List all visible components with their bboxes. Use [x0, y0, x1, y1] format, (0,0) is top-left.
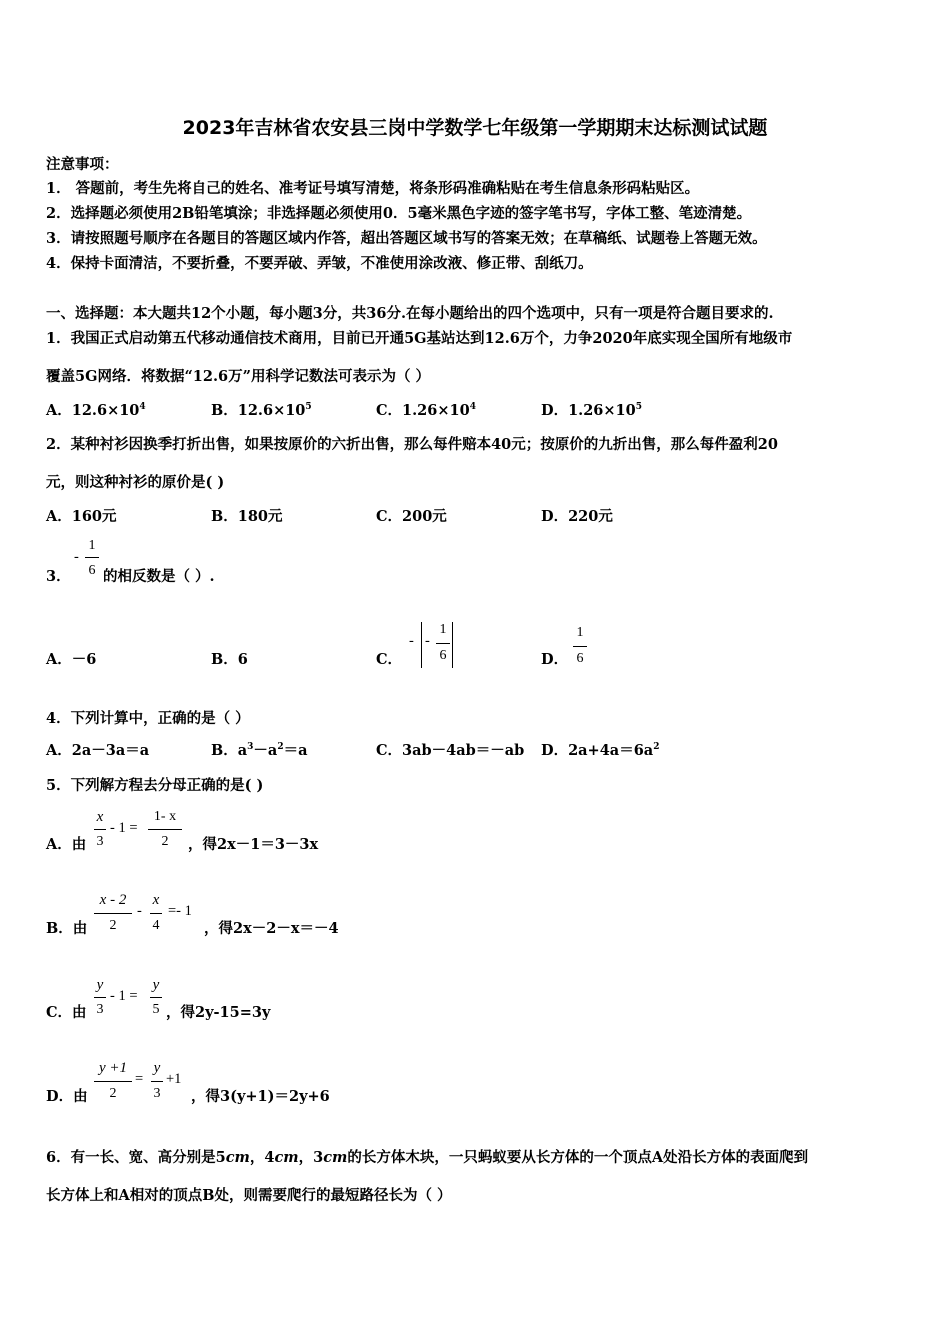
q5-b-op: -	[137, 903, 142, 919]
q1-option-c: C．$1.26\times 10^4$	[376, 402, 476, 419]
q1-option-b: B．$12.6\times 10^5$	[211, 402, 312, 419]
q3-d-denominator: 6	[576, 651, 584, 666]
q3-fraction-bar	[85, 557, 99, 558]
q5-d-result: ，得3(y+1)＝2y+6	[191, 1088, 330, 1105]
q5-c-result: ，得2y-15=3y	[166, 1004, 271, 1021]
q5-d-den1: 2	[109, 1086, 117, 1101]
q3-option-d: D．	[541, 651, 569, 668]
section-heading: 一、选择题：本大题共12个小题，每小题3分，共36分.在每小题给出的四个选项中，只有一项是符合题目要求的.	[46, 305, 774, 322]
q3-c-numerator: 1	[439, 622, 447, 637]
q5-a-result: ，得2x－1＝3－3x	[188, 836, 319, 853]
q5-c-bar1	[94, 997, 106, 998]
q3-c-denominator: 6	[439, 648, 447, 663]
notice-item: 3．请按照题号顺序在各题目的答题区域内作答，超出答题区域书写的答案无效；在草稿纸、试题卷上答题无效。	[46, 230, 767, 247]
q4-option-d: D．$2a+4a=6a^2$	[541, 742, 660, 759]
q5-a-num1: x	[96, 809, 104, 825]
q6-stem-2: 长方体上和A相对的顶点B处，则需要爬行的最短路径长为（ ）	[46, 1187, 452, 1204]
q5-b-den1: 2	[109, 918, 117, 933]
q3-c-minus: -	[409, 633, 414, 649]
q5-b-den2: 4	[152, 918, 160, 933]
q3-option-a: A．－6	[46, 651, 97, 668]
q5-a-den2: 2	[161, 834, 169, 849]
notice-header: 注意事项：	[46, 156, 119, 173]
abs-bar-right	[452, 622, 453, 668]
q3-denominator: 6	[88, 563, 96, 578]
q5-d-den2: 3	[153, 1086, 161, 1101]
abs-bar-left	[421, 622, 422, 668]
q2-stem: 2．某种衬衫因换季打折出售，如果按原价的六折出售，那么每件赔本40元；按原价的九折出售，那么每件盈利20	[46, 436, 778, 453]
q5-d-num1: y +1	[98, 1060, 128, 1076]
q1-option-d: D．$1.26\times 10^5$	[541, 402, 642, 419]
q1-stem: 1．我国正式启动第五代移动通信技术商用，目前已开通5G基站达到12.6万个，力争2020年底实现全国所有地级市	[46, 330, 793, 347]
q5-b-rhs: =- 1	[168, 903, 192, 919]
q5-option-d-label: D．由	[46, 1088, 88, 1105]
q5-b-bar1	[94, 913, 132, 914]
q3-number: 3．	[46, 568, 71, 585]
q5-b-num1: x - 2	[99, 892, 127, 908]
q5-d-plus: +1	[166, 1071, 182, 1087]
q5-c-mid: - 1 =	[110, 988, 138, 1004]
notice-item: 2．选择题必须使用2B铅笔填涂；非选择题必须使用0．5毫米黑色字迹的签字笔书写，字体工整、笔迹清楚。	[46, 205, 752, 222]
q3-c-fraction-bar	[436, 643, 450, 644]
q5-option-c-label: C．由	[46, 1004, 87, 1021]
q5-a-num2: 1- x	[153, 809, 177, 824]
q5-stem: 5．下列解方程去分母正确的是( )	[46, 777, 264, 794]
q5-c-bar2	[150, 997, 162, 998]
q5-a-mid: - 1 =	[110, 820, 138, 836]
q3-option-b: B．6	[211, 651, 248, 668]
q2-option-d: D．220元	[541, 508, 613, 525]
q5-a-den1: 3	[96, 834, 104, 849]
q5-d-bar2	[151, 1081, 163, 1082]
notice-item: 1． 答题前，考生先将自己的姓名、准考证号填写清楚，将条形码准确粘贴在考生信息条形码粘贴区。	[46, 180, 700, 197]
q3-minus-sign: -	[74, 549, 79, 565]
q5-d-bar1	[94, 1081, 132, 1082]
q5-option-b-label: B．由	[46, 920, 88, 937]
q1-stem-2: 覆盖5G网络．将数据“12.6万”用科学记数法可表示为（ ）	[46, 368, 431, 385]
q3-option-c: C．	[376, 651, 403, 668]
q4-option-c: C．3ab－4ab＝－ab	[376, 742, 525, 759]
q5-b-bar2	[150, 913, 162, 914]
q5-b-result: ，得2x－2－x＝－4	[204, 920, 339, 937]
q4-stem: 4．下列计算中，正确的是（ ）	[46, 710, 250, 727]
q5-c-num2: y	[152, 977, 160, 993]
q3-d-numerator: 1	[576, 625, 584, 640]
q5-c-den2: 5	[152, 1002, 160, 1017]
notice-item: 4．保持卡面清洁，不要折叠，不要弄破、弄皱，不准使用涂改液、修正带、刮纸刀。	[46, 255, 593, 272]
q5-c-den1: 3	[96, 1002, 104, 1017]
q5-c-num1: y	[96, 977, 104, 993]
q3-stem-text: 的相反数是（ ）.	[103, 568, 215, 585]
q3-d-fraction-bar	[573, 646, 587, 647]
q2-option-b: B．180元	[211, 508, 283, 525]
q5-option-a-label: A．由	[46, 836, 87, 853]
q5-d-eq: =	[135, 1071, 144, 1087]
q2-stem-2: 元，则这种衬衫的原价是( )	[46, 474, 225, 491]
q5-b-num2: x	[152, 892, 160, 908]
q3-c-inner-minus: -	[425, 633, 430, 649]
q5-d-num2: y	[153, 1060, 161, 1076]
q1-option-a: A．$12.6\times 10^4$	[46, 402, 146, 419]
q3-numerator: 1	[88, 538, 96, 553]
q4-option-b: B．$a^3-a^2=a$	[211, 742, 308, 759]
q5-a-bar2	[148, 829, 182, 830]
q2-option-a: A．160元	[46, 508, 117, 525]
q4-option-a: A．2a－3a＝a	[46, 742, 150, 759]
q2-option-c: C．200元	[376, 508, 447, 525]
q5-a-bar1	[94, 829, 106, 830]
page-title: 2023年吉林省农安县三岗中学数学七年级第一学期期末达标测试试题	[182, 117, 768, 139]
q6-stem: 6．有一长、宽、高分别是5cm，4cm，3cm的长方体木块，一只蚂蚁要从长方体的一个顶点A处沿长方体的表面爬到	[46, 1149, 809, 1166]
